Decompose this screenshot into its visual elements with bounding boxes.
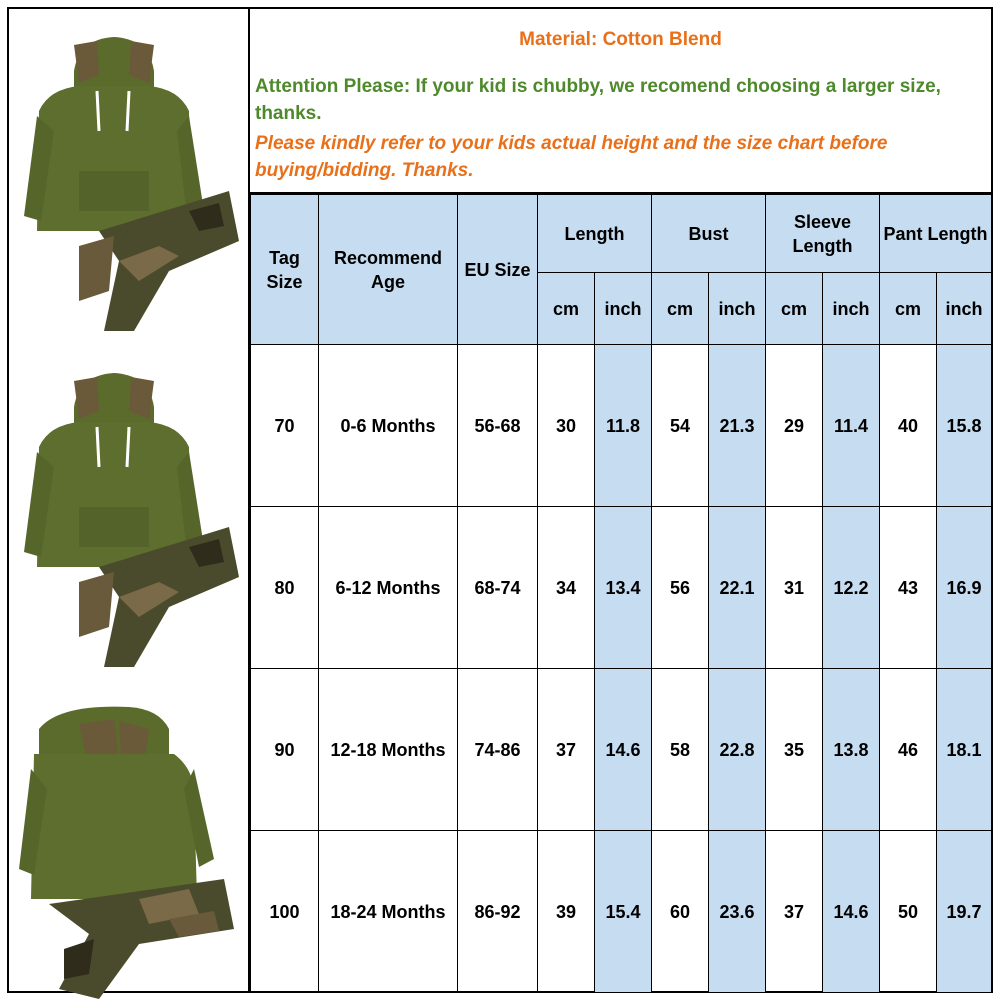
cell-pant-cm: 43: [880, 507, 937, 669]
header-recommend-age: Recommend Age: [319, 195, 458, 345]
cell-tag-size: 70: [251, 345, 319, 507]
header-tag-size: Tag Size: [251, 195, 319, 345]
table-row: [251, 831, 992, 993]
header-pant-length: Pant Length: [880, 195, 992, 273]
cell-length-cm: 37: [538, 669, 595, 831]
cell-length-inch: 11.8: [595, 345, 652, 507]
cell-length-cm: 39: [538, 831, 595, 993]
material-note: Material: Cotton Blend: [519, 29, 722, 50]
cell-tag-size: 80: [251, 507, 319, 669]
cell-pant-inch: 15.8: [937, 345, 992, 507]
cell-pant-inch: 19.7: [937, 831, 992, 993]
cell-pant-cm: 50: [880, 831, 937, 993]
header-eu-size: EU Size: [458, 195, 538, 345]
hoodie-illustration: [24, 373, 204, 567]
header-bust-inch: inch: [709, 273, 766, 345]
cell-recommend-age: 18-24 Months: [319, 831, 458, 993]
header-length: Length: [538, 195, 652, 273]
cell-eu-size: 86-92: [458, 831, 538, 993]
header-length-inch: inch: [595, 273, 652, 345]
cell-sleeve-cm: 29: [766, 345, 823, 507]
product-photo-hoodie-back: [19, 699, 239, 999]
cell-length-inch: 14.6: [595, 669, 652, 831]
table-row: [251, 669, 992, 831]
product-photo-column: [9, 9, 250, 991]
size-chart-frame: [7, 7, 993, 993]
cell-recommend-age: 0-6 Months: [319, 345, 458, 507]
cell-bust-inch: 23.6: [709, 831, 766, 993]
cell-bust-cm: 56: [652, 507, 709, 669]
cell-length-cm: 34: [538, 507, 595, 669]
cell-length-inch: 15.4: [595, 831, 652, 993]
cell-sleeve-inch: 13.8: [823, 669, 880, 831]
cell-tag-size: 100: [251, 831, 319, 993]
cell-bust-cm: 58: [652, 669, 709, 831]
cell-sleeve-cm: 35: [766, 669, 823, 831]
header-bust-cm: cm: [652, 273, 709, 345]
size-info-panel: [250, 9, 991, 991]
cell-pant-inch: 18.1: [937, 669, 992, 831]
hoodie-illustration: [24, 37, 204, 231]
cell-length-cm: 30: [538, 345, 595, 507]
cell-bust-inch: 21.3: [709, 345, 766, 507]
cell-sleeve-inch: 11.4: [823, 345, 880, 507]
table-row: [251, 507, 992, 669]
notes-section: [250, 9, 991, 194]
cell-eu-size: 74-86: [458, 669, 538, 831]
header-row-top: [251, 195, 992, 273]
cell-length-inch: 13.4: [595, 507, 652, 669]
header-sleeve-length: Sleeve Length: [766, 195, 880, 273]
refer-note: Please kindly refer to your kids actual height and the size chart before buying/bidding. Thanks.: [255, 133, 888, 181]
header-pant-cm: cm: [880, 273, 937, 345]
cell-sleeve-inch: 14.6: [823, 831, 880, 993]
attention-note: Attention Please: If your kid is chubby, we recomend choosing a larger size, thanks.: [255, 76, 941, 124]
cell-sleeve-cm: 37: [766, 831, 823, 993]
header-pant-inch: inch: [937, 273, 992, 345]
hoodie-back-illustration: [19, 707, 214, 899]
header-length-cm: cm: [538, 273, 595, 345]
table-row: [251, 345, 992, 507]
cell-recommend-age: 12-18 Months: [319, 669, 458, 831]
cell-pant-inch: 16.9: [937, 507, 992, 669]
cell-bust-inch: 22.1: [709, 507, 766, 669]
cell-bust-inch: 22.8: [709, 669, 766, 831]
size-chart-table: [250, 194, 992, 993]
cell-bust-cm: 54: [652, 345, 709, 507]
cell-pant-cm: 46: [880, 669, 937, 831]
cell-tag-size: 90: [251, 669, 319, 831]
cell-recommend-age: 6-12 Months: [319, 507, 458, 669]
cell-sleeve-inch: 12.2: [823, 507, 880, 669]
cell-pant-cm: 40: [880, 345, 937, 507]
header-sleeve-cm: cm: [766, 273, 823, 345]
cell-bust-cm: 60: [652, 831, 709, 993]
cell-eu-size: 56-68: [458, 345, 538, 507]
product-photo-hoodie-front: [19, 31, 239, 331]
cell-eu-size: 68-74: [458, 507, 538, 669]
product-photo-hoodie-front-2: [19, 367, 239, 667]
header-bust: Bust: [652, 195, 766, 273]
header-sleeve-inch: inch: [823, 273, 880, 345]
cell-sleeve-cm: 31: [766, 507, 823, 669]
